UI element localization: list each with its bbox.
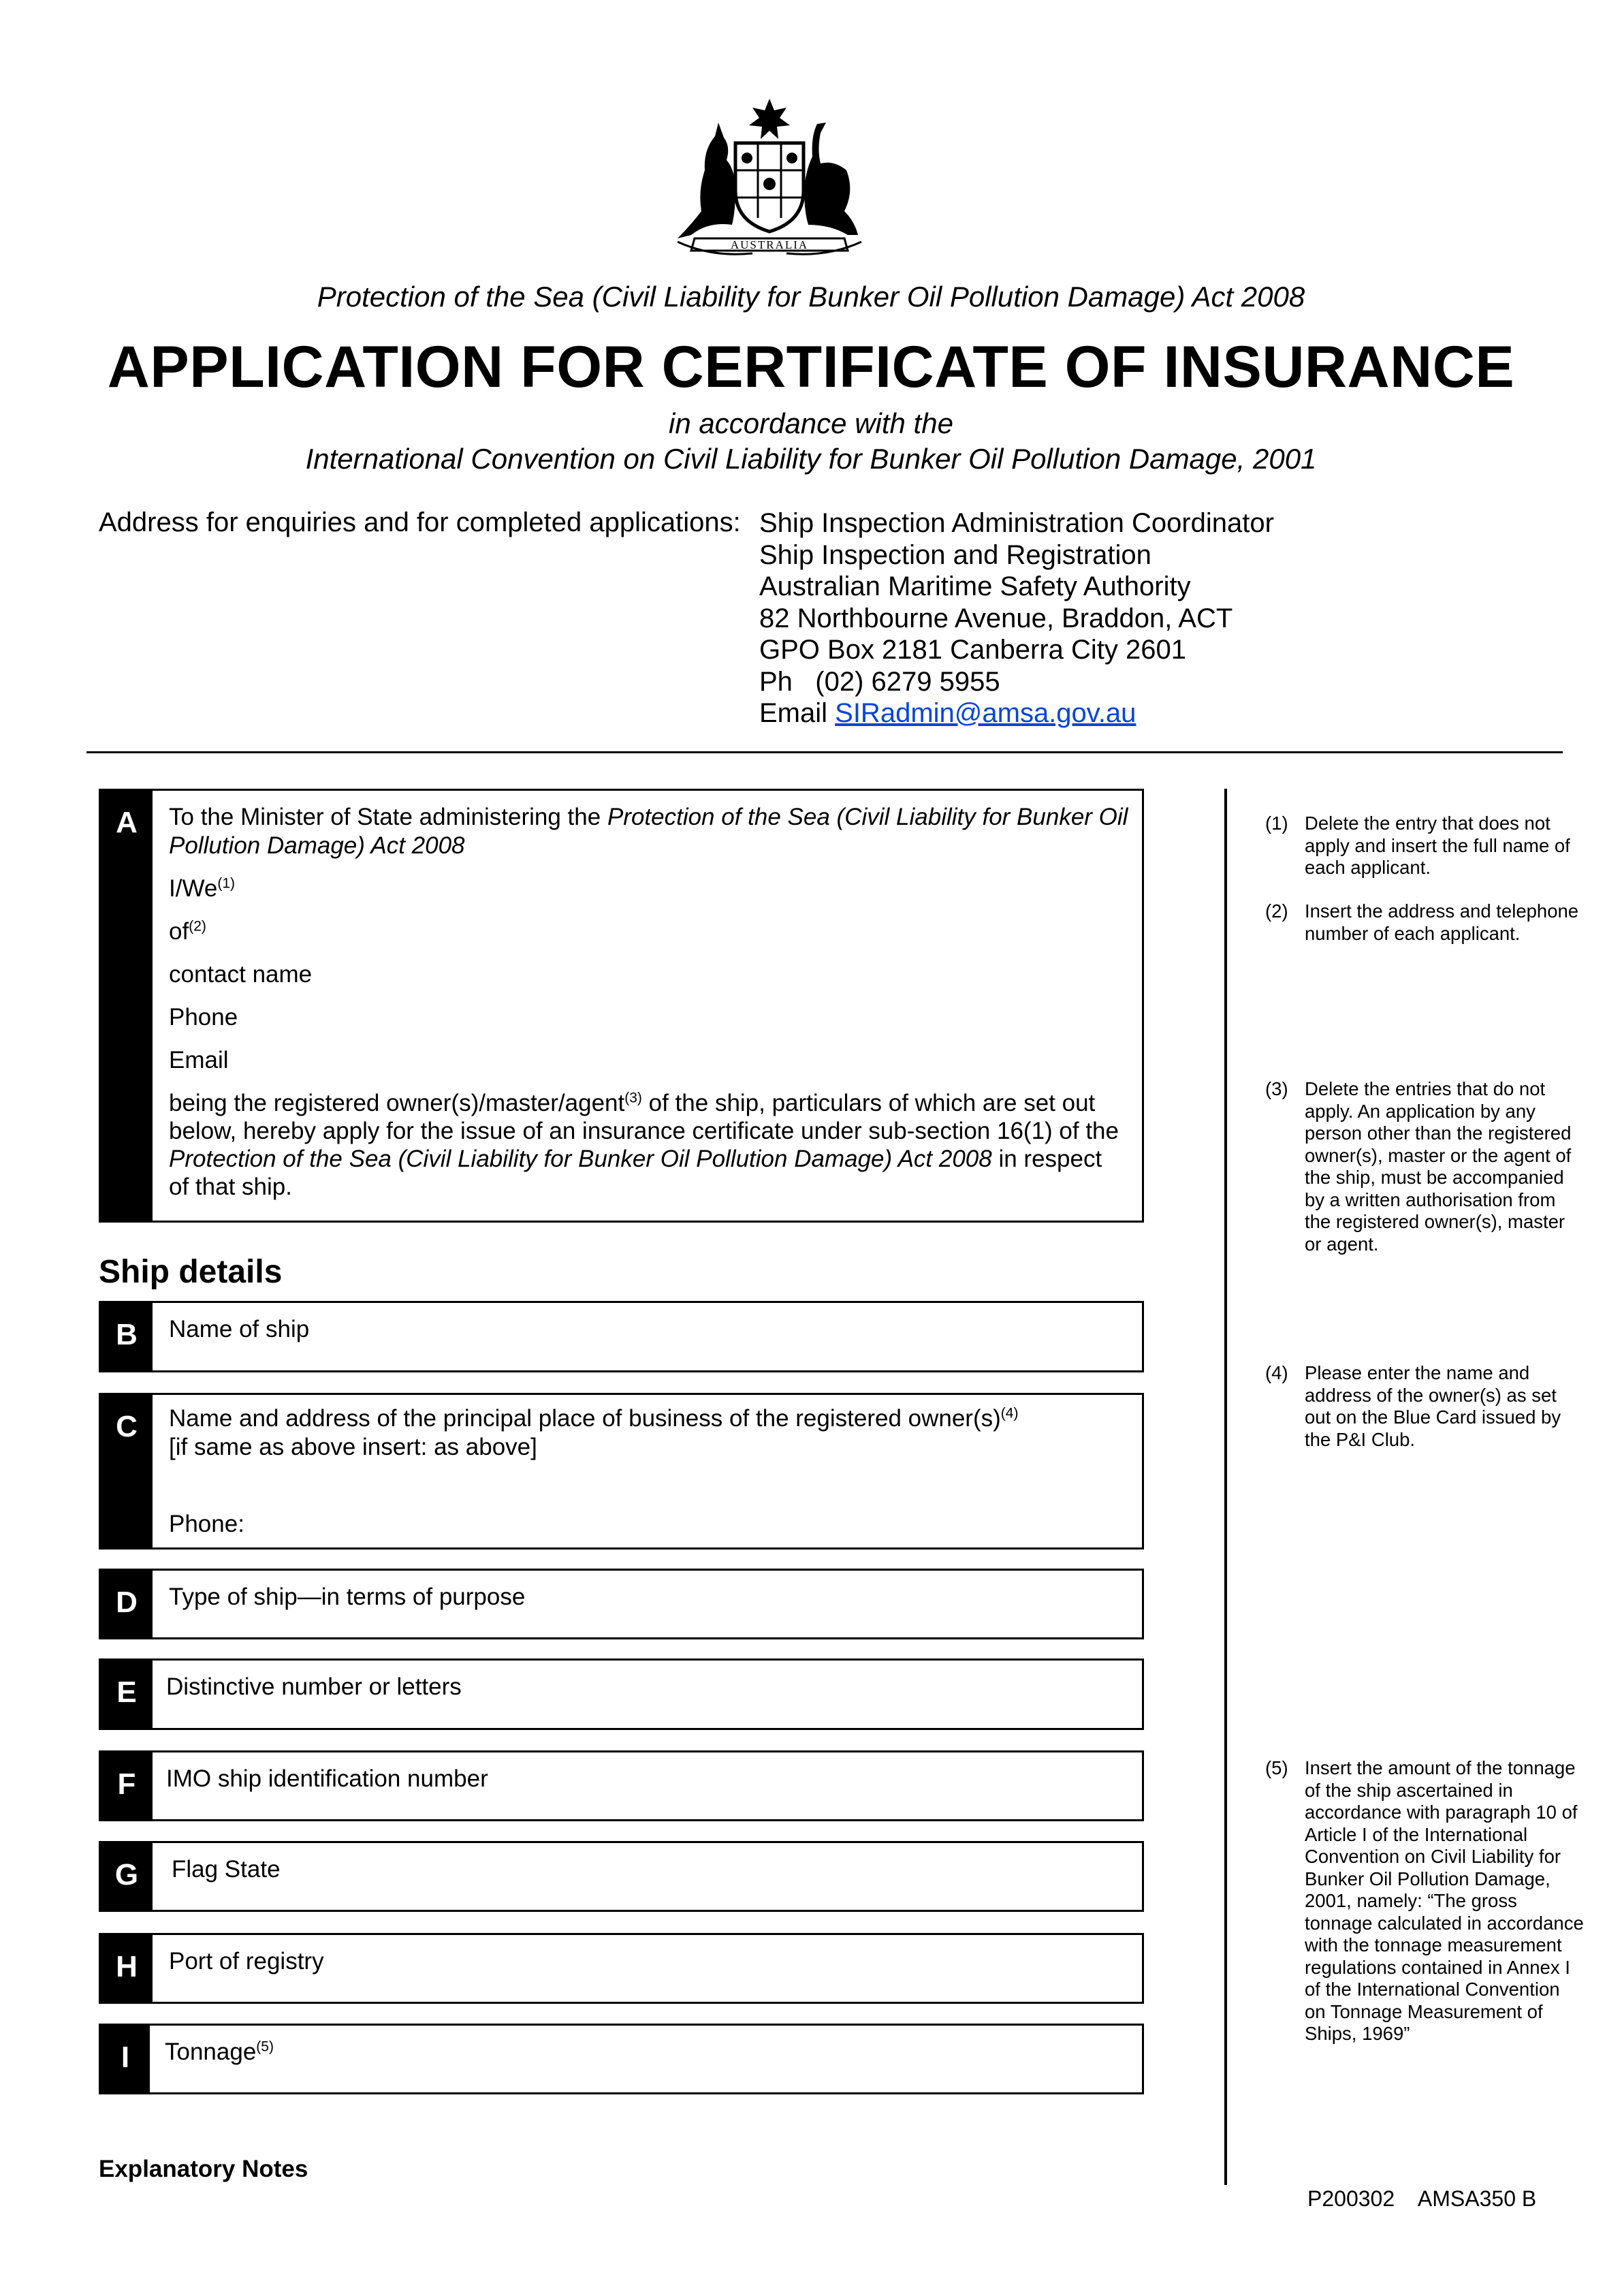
field-label [169,1404,1128,1433]
note-1 [1265,813,1585,879]
address-line: Ph (02) 6279 5955 [759,666,1000,697]
field-label: Type of ship—in terms of purpose [169,1584,526,1610]
note-text: Insert the amount of the tonnage of the ship ascertained in accordance with paragraph 10 of Article I of the International Convention on Civil Liability for Bunker Oil Pollution Damage, 2001, namely: “The gross tonnage calculated in accordance with the tonnage measurement regulations contained in Annex I of the International Convention on Tonnage Measurement of Ships, 1969” [1305,1757,1584,2044]
address-block [759,507,1274,729]
email-link[interactable]: SIRadmin@amsa.gov.au [835,698,1136,728]
footnote-ref: (3) [624,1090,642,1106]
address-label: Address for enquiries and for completed applications: [99,507,741,537]
of-label: of [169,918,189,945]
owner-phone-field[interactable]: Phone: [169,1511,244,1537]
note-text: Insert the address and telephone number of each applicant. [1305,900,1579,944]
note-text: Delete the entry that does not apply and insert the full name of each applicant. [1305,813,1570,878]
declaration-text: being the registered owner(s)/master/agent [169,1090,625,1116]
section-f-imo-number[interactable] [99,1750,1144,1821]
applicant-name-field[interactable] [169,875,1128,903]
field-label: Distinctive number or letters [166,1673,462,1700]
section-d-type-of-ship[interactable] [99,1569,1144,1639]
section-a-intro [169,803,1128,860]
field-label: IMO ship identification number [166,1765,488,1792]
field-label: Name of ship [169,1316,310,1342]
note-number: (4) [1265,1362,1288,1383]
field-hint: [if same as above insert: as above] [169,1434,537,1460]
ship-details-heading: Ship details [99,1254,283,1290]
section-g-flag-state[interactable] [99,1841,1144,1912]
intro-text: To the Minister of State administering the [169,804,607,830]
email-field[interactable]: Email [169,1047,229,1073]
act-title: Protection of the Sea (Civil Liability for Bunker Oil Pollution Damage) Act 2008 [317,281,1305,313]
email-prefix: Email [759,698,836,728]
section-letter: I [101,2026,150,2092]
address-line: Ship Inspection and Registration [759,539,1151,570]
note-number: (3) [1265,1078,1288,1099]
address-line: 82 Northbourne Avenue, Braddon, ACT [759,603,1233,633]
iwe-label: I/We [169,875,218,902]
address-line: Australian Maritime Safety Authority [759,571,1191,601]
notes-divider [1224,789,1227,2185]
section-letter: C [101,1395,153,1547]
subtitle-line-1: in accordance with the [669,407,953,439]
note-number: (1) [1265,813,1288,834]
page-title: APPLICATION FOR CERTIFICATE OF INSURANCE [107,334,1515,400]
section-letter: E [101,1661,153,1728]
footnote-ref: (2) [189,918,206,934]
section-c-owner-address[interactable] [99,1393,1144,1550]
section-letter: D [101,1571,153,1637]
contact-name-field[interactable]: contact name [169,961,313,988]
section-letter: H [101,1935,153,2002]
declaration-text: in respect of that ship. [169,1146,1102,1200]
applicant-address-field[interactable] [169,917,1128,946]
intro-act-name: Protection of the Sea (Civil Liability for Bunker Oil Pollution Damage) Act 2008 [169,804,1128,859]
section-letter: F [101,1752,153,1819]
form-code: P200302 AMSA350 B [1307,2186,1537,2211]
footnote-ref: (4) [1000,1405,1019,1421]
section-a-declaration [169,1089,1128,1201]
note-3 [1265,1078,1585,1255]
note-2 [1265,900,1585,945]
field-label: Flag State [172,1856,281,1883]
tonnage-label: Tonnage [165,2039,257,2065]
declaration-act-name: Protection of the Sea (Civil Liability for Bunker Oil Pollution Damage) Act 2008 [169,1146,992,1172]
phone-field[interactable]: Phone [169,1004,238,1031]
owner-address-label: Name and address of the principal place of business of the registered owner(s) [169,1405,1001,1432]
section-a-applicant [99,789,1144,1223]
section-i-tonnage[interactable] [99,2024,1144,2094]
subtitle-line-2: International Convention on Civil Liability for Bunker Oil Pollution Damage, 2001 [305,443,1317,475]
section-letter: A [101,791,153,1221]
field-label: Port of registry [169,1948,324,1975]
section-e-distinctive-number[interactable] [99,1658,1144,1730]
crest-label: AUSTRALIA [730,238,809,251]
section-letter: G [101,1843,153,1910]
section-letter: B [101,1303,153,1370]
declaration-text: of the ship, particulars of which are set out below, hereby apply for the issue of an insurance certificate under sub-section 16(1) of the [169,1090,1119,1144]
footnote-ref: (5) [256,2039,274,2055]
explanatory-notes-heading: Explanatory Notes [99,2156,308,2182]
note-number: (2) [1265,900,1288,922]
note-number: (5) [1265,1757,1288,1778]
section-h-port-of-registry[interactable] [99,1933,1144,2004]
header-divider [86,751,1563,753]
note-5 [1265,1757,1585,2045]
address-email-line [759,697,1274,729]
address-line: GPO Box 2181 Canberra City 2601 [759,635,1187,665]
field-label [165,2038,1128,2066]
footnote-ref: (1) [217,875,235,892]
note-4 [1265,1362,1585,1451]
address-line: Ship Inspection Administration Coordinator [759,508,1274,538]
section-b-name-of-ship[interactable] [99,1301,1144,1372]
note-text: Delete the entries that do not apply. An application by any person other than the registered owner(s), master or the agent of the ship, must be accompanied by a written authorisation from the registered owner(s), master or agent. [1305,1078,1572,1255]
coat-of-arms-logo [650,95,889,259]
note-text: Please enter the name and address of the owner(s) as set out on the Blue Card issued by the P&I Club. [1305,1362,1561,1450]
